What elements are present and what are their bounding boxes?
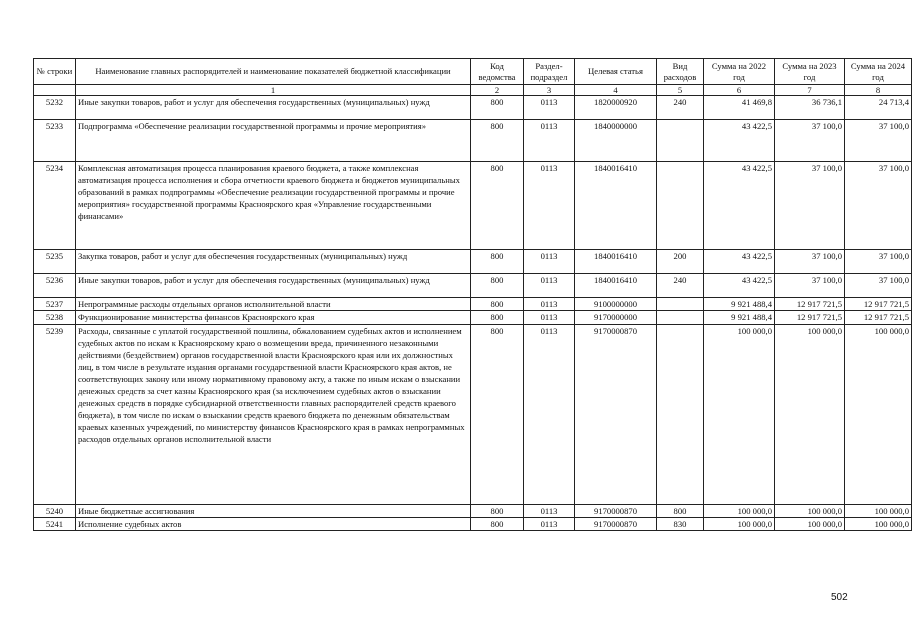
row-target: 9170000870 <box>575 325 657 505</box>
row-sum-2022: 43 422,5 <box>704 250 775 274</box>
row-sum-2023: 37 100,0 <box>775 162 845 250</box>
header-row <box>34 59 912 85</box>
row-section: 0113 <box>524 311 575 325</box>
row-sum-2022: 43 422,5 <box>704 162 775 250</box>
row-sum-2023: 12 917 721,5 <box>775 298 845 311</box>
row-number: 5241 <box>34 518 76 531</box>
row-sum-2024: 37 100,0 <box>845 120 912 162</box>
row-number: 5238 <box>34 311 76 325</box>
row-sum-2024: 12 917 721,5 <box>845 298 912 311</box>
table-row <box>34 518 912 531</box>
column-number: 3 <box>524 85 575 96</box>
row-name: Функционирование министерства финансов Красноярского края <box>76 311 471 325</box>
column-number: 7 <box>775 85 845 96</box>
row-name: Закупка товаров, работ и услуг для обеспечения государственных (муниципальных) нужд <box>76 250 471 274</box>
row-number: 5235 <box>34 250 76 274</box>
column-number: 1 <box>76 85 471 96</box>
row-target: 9100000000 <box>575 298 657 311</box>
column-number: 5 <box>657 85 704 96</box>
budget-table <box>33 58 912 531</box>
row-number: 5232 <box>34 96 76 120</box>
row-dept-code: 800 <box>471 274 524 298</box>
row-sum-2024: 37 100,0 <box>845 162 912 250</box>
row-name: Иные закупки товаров, работ и услуг для обеспечения государственных (муниципальных) нужд <box>76 274 471 298</box>
row-target: 9170000870 <box>575 518 657 531</box>
header-name: Наименование главных распорядителей и наименование показателей бюджетной классификации <box>76 59 471 85</box>
row-name: Расходы, связанные с уплатой государственной пошлины, обжалованием судебных актов и исполнением судебных актов по искам к Красноярскому краю о возмещении вреда, причиненного незаконными действиями (бездействием) органов государственной власти Красноярского края или их должностных лиц, в том числе в результате издания органами государственной власти Красноярского края актов, не соответствующих закону или иному нормативному правовому акту, а также по иным искам о взыскании денежных средств за счет казны Красноярского края (за исключением судебных актов о взыскании денежных средств в порядке субсидиарной ответственности главных распорядителей средств краевого бюджета), в том числе по искам о взыскании средств краевого бюджета по денежным обязательствам краевых казенных учреждений, по министерству финансов Красноярского края в рамках непрограммных расходов отдельных органов исполнительной власти <box>76 325 471 505</box>
row-sum-2024: 100 000,0 <box>845 325 912 505</box>
row-target: 1820000920 <box>575 96 657 120</box>
header-sum-2024: Сумма на 2024 год <box>845 59 912 85</box>
row-number: 5234 <box>34 162 76 250</box>
column-number: 6 <box>704 85 775 96</box>
table-row <box>34 505 912 518</box>
row-number: 5239 <box>34 325 76 505</box>
row-number: 5233 <box>34 120 76 162</box>
row-target: 1840016410 <box>575 162 657 250</box>
row-sum-2023: 36 736,1 <box>775 96 845 120</box>
table-row <box>34 311 912 325</box>
row-dept-code: 800 <box>471 96 524 120</box>
row-sum-2024: 12 917 721,5 <box>845 311 912 325</box>
row-sum-2023: 37 100,0 <box>775 120 845 162</box>
table-row <box>34 162 912 250</box>
header-expense-type: Вид расходов <box>657 59 704 85</box>
row-section: 0113 <box>524 298 575 311</box>
row-expense-type <box>657 298 704 311</box>
table-row <box>34 250 912 274</box>
row-section: 0113 <box>524 274 575 298</box>
table-row <box>34 96 912 120</box>
row-sum-2024: 100 000,0 <box>845 505 912 518</box>
row-dept-code: 800 <box>471 311 524 325</box>
column-number-row <box>34 85 912 96</box>
header-sum-2023: Сумма на 2023 год <box>775 59 845 85</box>
row-name: Непрограммные расходы отдельных органов исполнительной власти <box>76 298 471 311</box>
row-sum-2023: 37 100,0 <box>775 250 845 274</box>
row-target: 1840016410 <box>575 250 657 274</box>
row-sum-2024: 37 100,0 <box>845 274 912 298</box>
header-dept-code: Код ведомства <box>471 59 524 85</box>
table-row <box>34 120 912 162</box>
header-target: Целевая статья <box>575 59 657 85</box>
row-number: 5237 <box>34 298 76 311</box>
row-dept-code: 800 <box>471 325 524 505</box>
row-dept-code: 800 <box>471 120 524 162</box>
row-expense-type <box>657 325 704 505</box>
row-expense-type <box>657 120 704 162</box>
row-sum-2022: 100 000,0 <box>704 325 775 505</box>
row-sum-2024: 37 100,0 <box>845 250 912 274</box>
row-section: 0113 <box>524 162 575 250</box>
row-expense-type <box>657 162 704 250</box>
header-sum-2022: Сумма на 2022 год <box>704 59 775 85</box>
row-expense-type: 240 <box>657 274 704 298</box>
header-row-no: № строки <box>34 59 76 85</box>
row-dept-code: 800 <box>471 298 524 311</box>
row-sum-2024: 100 000,0 <box>845 518 912 531</box>
header-section: Раздел-подраздел <box>524 59 575 85</box>
row-sum-2022: 9 921 488,4 <box>704 311 775 325</box>
row-sum-2023: 100 000,0 <box>775 325 845 505</box>
row-name: Иные бюджетные ассигнования <box>76 505 471 518</box>
row-dept-code: 800 <box>471 250 524 274</box>
row-section: 0113 <box>524 505 575 518</box>
row-sum-2024: 24 713,4 <box>845 96 912 120</box>
row-section: 0113 <box>524 325 575 505</box>
table-row <box>34 325 912 505</box>
row-sum-2023: 100 000,0 <box>775 505 845 518</box>
row-sum-2022: 100 000,0 <box>704 518 775 531</box>
row-name: Иные закупки товаров, работ и услуг для обеспечения государственных (муниципальных) нужд <box>76 96 471 120</box>
row-section: 0113 <box>524 120 575 162</box>
row-target: 9170000000 <box>575 311 657 325</box>
row-section: 0113 <box>524 518 575 531</box>
column-number <box>34 85 76 96</box>
table-row <box>34 298 912 311</box>
row-number: 5240 <box>34 505 76 518</box>
table-row <box>34 274 912 298</box>
row-dept-code: 800 <box>471 505 524 518</box>
row-section: 0113 <box>524 96 575 120</box>
row-section: 0113 <box>524 250 575 274</box>
row-sum-2022: 43 422,5 <box>704 274 775 298</box>
row-expense-type: 800 <box>657 505 704 518</box>
row-sum-2022: 100 000,0 <box>704 505 775 518</box>
row-sum-2023: 12 917 721,5 <box>775 311 845 325</box>
row-expense-type: 830 <box>657 518 704 531</box>
row-sum-2022: 43 422,5 <box>704 120 775 162</box>
row-number: 5236 <box>34 274 76 298</box>
row-target: 1840016410 <box>575 274 657 298</box>
page-number: 502 <box>831 592 848 603</box>
row-expense-type: 240 <box>657 96 704 120</box>
row-sum-2022: 9 921 488,4 <box>704 298 775 311</box>
column-number: 4 <box>575 85 657 96</box>
row-target: 1840000000 <box>575 120 657 162</box>
column-number: 2 <box>471 85 524 96</box>
row-sum-2022: 41 469,8 <box>704 96 775 120</box>
row-name: Подпрограмма «Обеспечение реализации государственной программы и прочие мероприятия» <box>76 120 471 162</box>
row-dept-code: 800 <box>471 162 524 250</box>
row-dept-code: 800 <box>471 518 524 531</box>
row-name: Исполнение судебных актов <box>76 518 471 531</box>
row-name: Комплексная автоматизация процесса планирования краевого бюджета, а также комплексная автоматизация процесса исполнения и сбора отчетности краевого бюджета и бюджетов муниципальных образований в рамках подпрограммы «Обеспечение реализации государственной программы и прочие мероприятия» государственной программы Красноярского края «Управление государственными финансами» <box>76 162 471 250</box>
row-expense-type <box>657 311 704 325</box>
row-sum-2023: 37 100,0 <box>775 274 845 298</box>
row-expense-type: 200 <box>657 250 704 274</box>
column-number: 8 <box>845 85 912 96</box>
row-sum-2023: 100 000,0 <box>775 518 845 531</box>
row-target: 9170000870 <box>575 505 657 518</box>
